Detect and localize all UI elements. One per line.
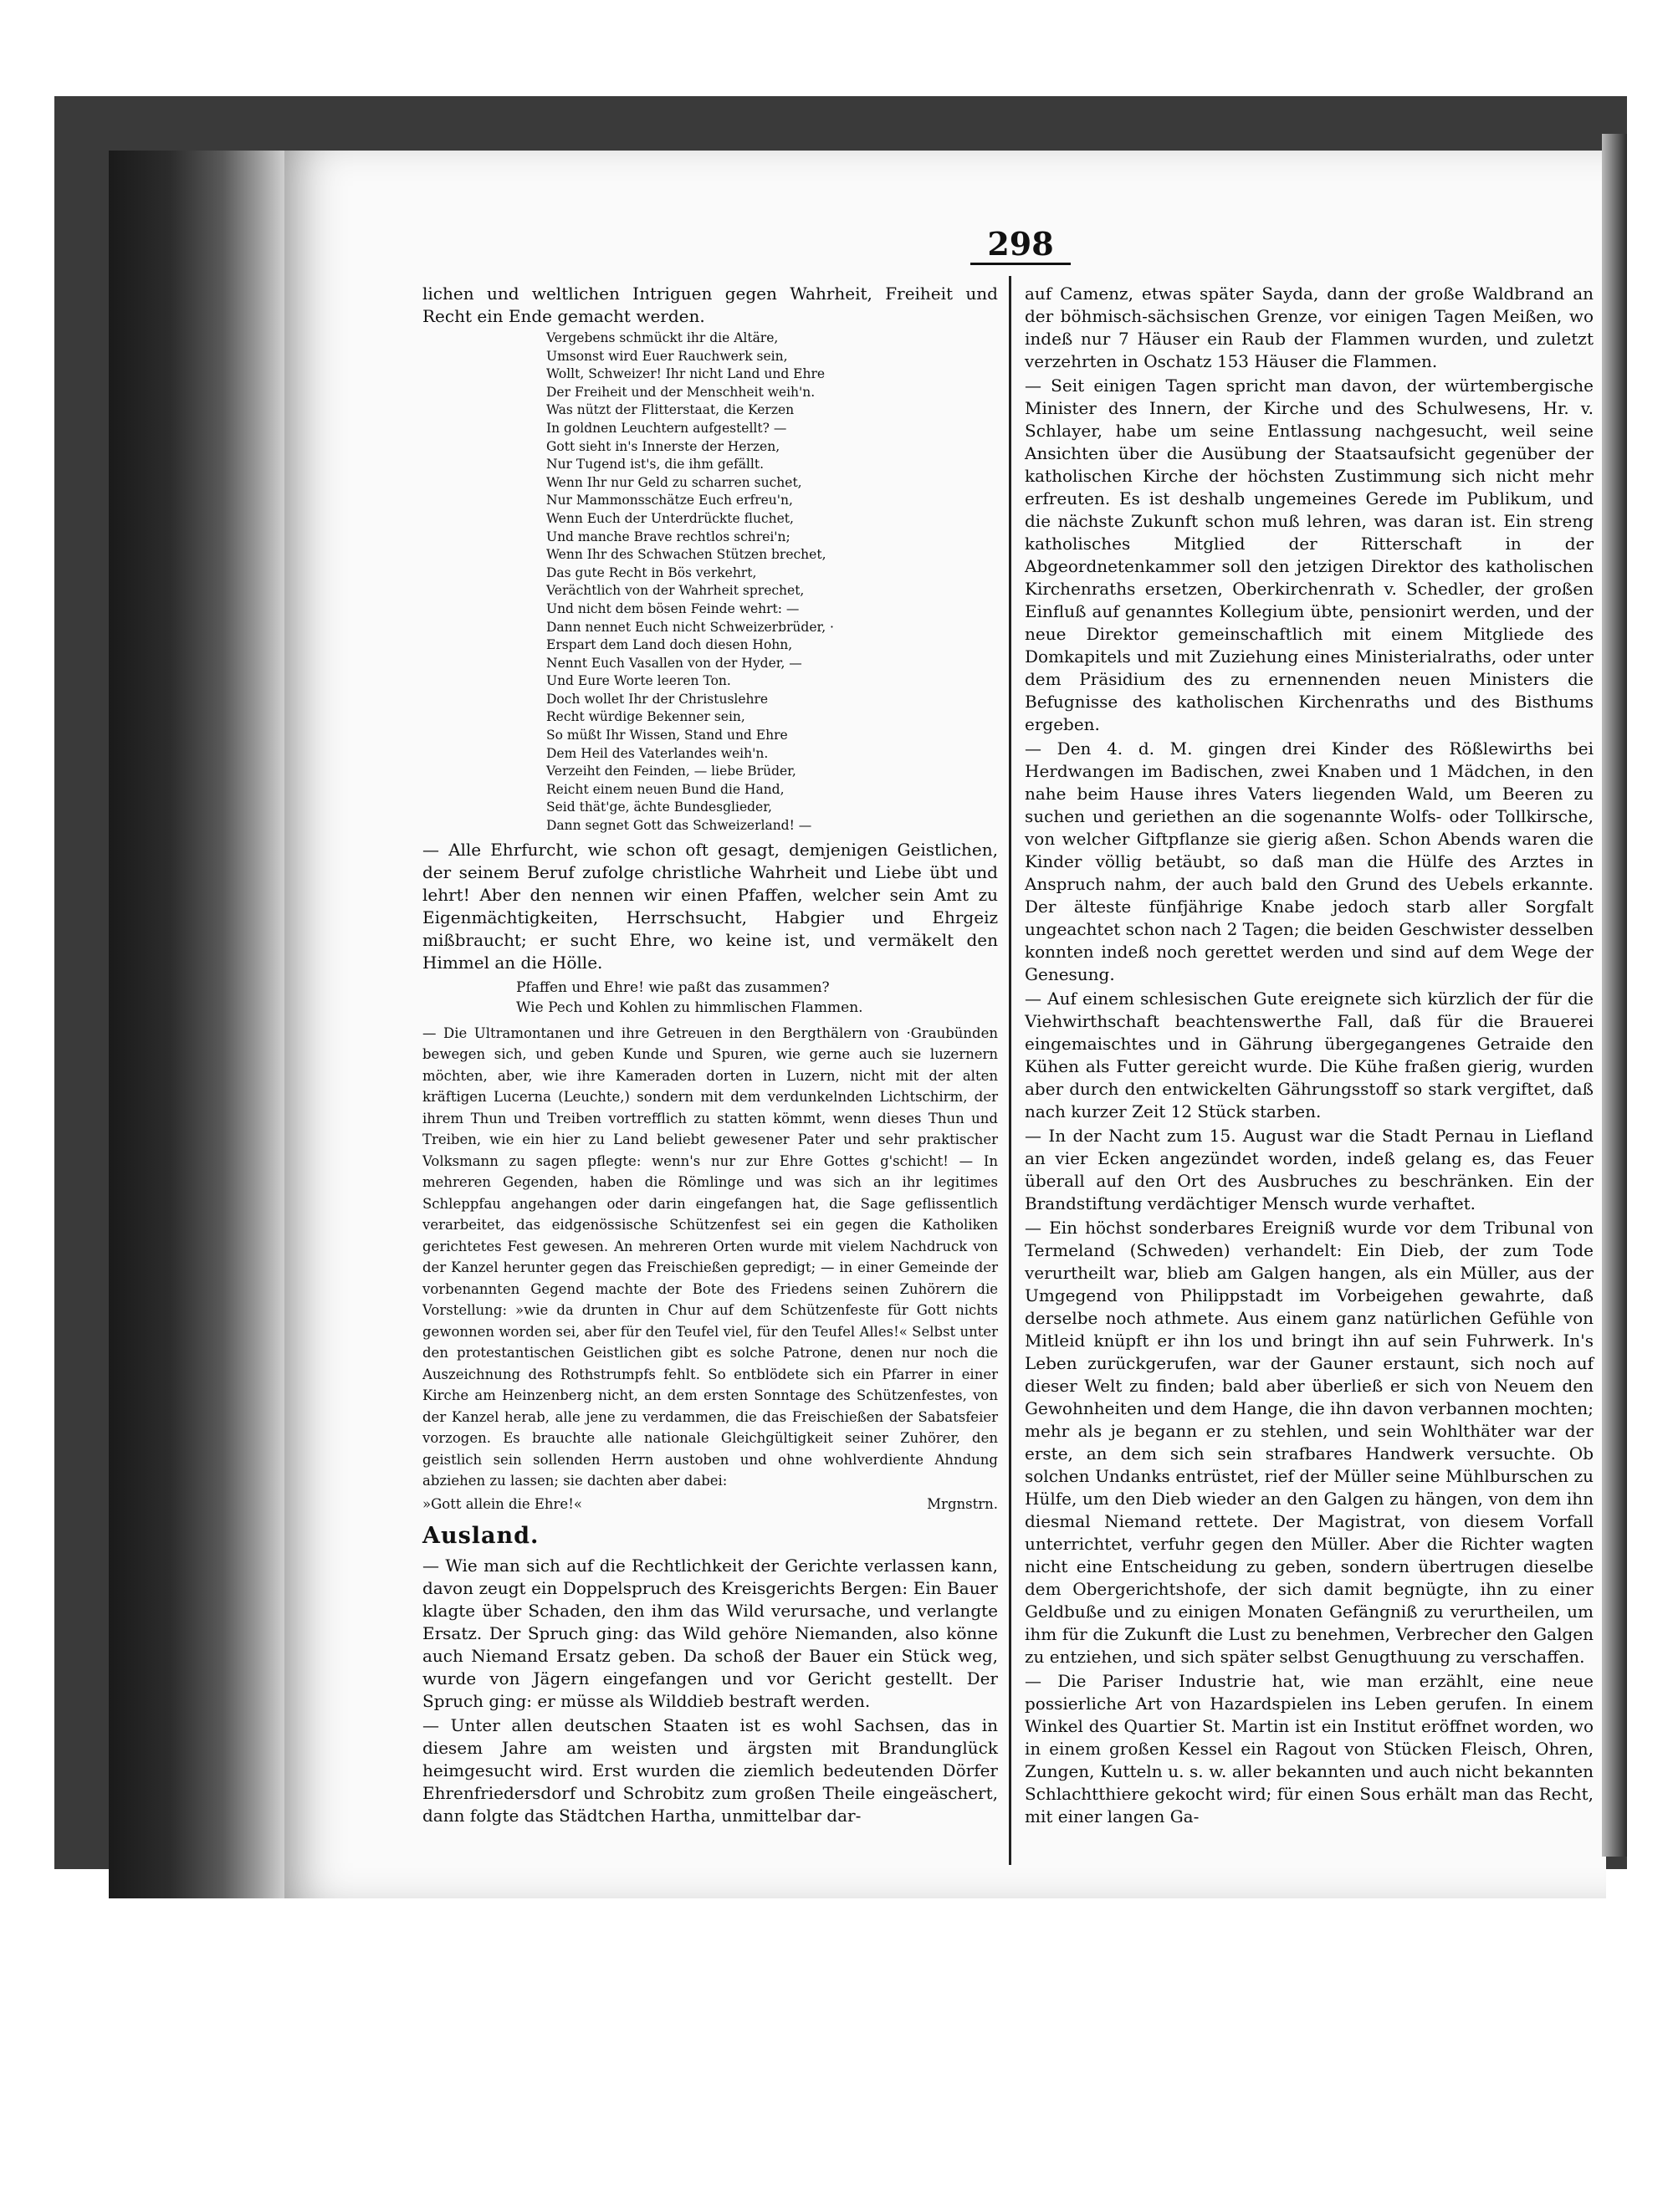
poem-line: So müßt Ihr Wissen, Stand und Ehre	[546, 728, 788, 743]
article-ultramontanen: — Die Ultramontanen und ihre Getreuen in den Bergthälern von ·Graubünden bewegen sich, und geben Kunde und Spuren, wie gerne auch sie luzernern möchten, aber, wie ihre Kameraden dorten in Luzern, nicht mit der alten kräftigen Lucerna (Leuchte,) sondern mit dem verdunkelnden Lichtschirm, der ihrem Thun und Treiben vortrefflich zu statten kömmt, wenn dieses Thun und Treiben, wie ein hier zu Land beliebt gewesener Pater und sehr praktischer Volksmann zu sagen pflegte: wenn's nur zur Ehre Gottes g'schicht! — In mehreren Gegenden, haben die Römlinge und was sich an ihr legitimes Schleppfau angehangen oder darin eingefangen hat, die Sage geflissentlich verarbeitet, das eidgenössische Schützenfest sei ein gegen die Katholiken gerichtetes Fest gewesen. An mehreren Orten wurde mit vielem Nachdruck von der Kanzel herunter gegen das Freischießen gepredigt; — in einer Gemeinde der vorbenannten Gegend machte der Bote des Friedens seinen Zuhörern die Vorstellung: »wie da drunten in Chur auf dem Schützenfeste für Gott nichts gewonnen worden sei, aber für den Teufel viel, für den Teufel Alles!« Selbst unter den protestantischen Geistlichen gibt es solche Patrone, denen nur noch die Auszeichnung des Rothstrumpfs fehlt. So entblödete sich ein Pfarrer in einer Kirche am Heinzenberg nicht, an dem ersten Sonntage des Schützenfestes, von der Kanzel herab, alle jene zu verdammen, die das Freischießen der Sabatsfeier vorzogen. Es brauchte alle nationale Gleichgültigkeit seiner Zuhörer, den geistlich sein sollenden Herrn austoben und ohne wohlverdiente Ahndung abziehen zu lassen; sie dachten aber dabei:	[422, 1024, 998, 1489]
poem-line: Nur Mammonsschätze Euch erfreu'n,	[546, 493, 793, 508]
intro-paragraph: lichen und weltlichen Intriguen gegen Wahrheit, Freiheit und Recht ein Ende gemacht werden.	[422, 284, 998, 326]
poem	[546, 330, 998, 835]
book-binding-shadow	[109, 151, 284, 1898]
closing-quote: »Gott allein die Ehre!«	[422, 1495, 582, 1512]
column-divider	[1009, 276, 1011, 1865]
poem-line: Und manche Brave rechtlos schrei'n;	[546, 529, 790, 544]
article-ehrfurcht: — Alle Ehrfurcht, wie schon oft gesagt, demjenigen Geistlichen, der seinem Beruf zufolge christliche Wahrheit und Liebe übt und lehrt! Aber den nennen wir einen Pfaffen, welcher sein Amt zu Eigenmächtigkeiten, Herrschsucht, Habgier und Ehrgeiz mißbraucht; er sucht Ehre, wo keine ist, und vermäkelt den Himmel an die Hölle.	[422, 839, 998, 973]
author-signature: Mrgnstrn.	[927, 1495, 998, 1512]
article-bergen: — Wie man sich auf die Rechtlichkeit der Gerichte verlassen kann, davon zeugt ein Doppelspruch des Kreisgerichts Bergen: Ein Bauer klagte über Schaden, den ihm das Wild verursache, und verlangte Ersatz. Der Spruch ging: das Wild gehöre Niemanden, also könne auch Niemand Ersatz geben. Da schoß der Bauer ein Stück weg, wurde von Jägern eingefangen und vor Gericht gestellt. Der Spruch ging: er müsse als Wilddieb bestraft werden.	[422, 1556, 998, 1712]
poem-line: Doch wollet Ihr der Christuslehre	[546, 691, 769, 707]
article-termeland: — Ein höchst sonderbares Ereigniß wurde vor dem Tribunal von Termeland (Schweden) verhandelt: Ein Dieb, der zum Tode verurtheilt war, blieb am Galgen hangen, als ein Müller, aus der Umgegend von Philippstadt im Vorbeigehen gewahrte, daß derselbe noch athmete. Aus einem ganz natürlichen Gefühle von Mitleid knüpft er ihn los und bringt ihn auf sein Fuhrwerk. In's Leben zurückgerufen, war der Gauner erstaunt, sich noch auf dieser Welt zu finden; bald aber überließ er sich von Neuem den Gewohnheiten und dem Hange, die ihn davon verbannen mochten; mehr als je begann er zu stehlen, und sein Wohlthäter war der erste, an dem sich sein strafbares Handwerk versuchte. Ob solchen Undanks entrüstet, rief der Müller seine Mühlburschen zu Hülfe, um den Dieb wieder an den Galgen zu hängen, von dem ihn diesmal Niemand rettete. Der Magistrat, von diesem Vorfall unterrichtet, verfuhr gegen den Müller. Aber die Richter wagten nicht eine Entscheidung zu geben, sondern übertrugen dieselbe dem Obergerichtshofe, der sich damit begnügte, ihn zu einer Geldbuße und zu einigen Monaten Gefängniß zu verurtheilen, um ihm für die Zukunft die Lust zu benehmen, Verbrecher den Galgen zu entziehen, und sich später selbst Genugthuung zu verschaffen.	[1025, 1218, 1594, 1667]
poem-line: In goldnen Leuchtern aufgestellt? —	[546, 420, 787, 436]
poem-line: Nur Tugend ist's, die ihm gefällt.	[546, 457, 765, 473]
left-column	[422, 283, 998, 1829]
couplet-line: Pfaffen und Ehre! wie paßt das zusammen?	[516, 978, 830, 996]
poem-line: Wenn Ihr des Schwachen Stützen brechet,	[546, 547, 826, 563]
section-heading-ausland: Ausland.	[422, 1523, 540, 1550]
poem-line: Das gute Recht in Bös verkehrt,	[546, 564, 757, 580]
poem-line: Was nützt der Flitterstaat, die Kerzen	[546, 402, 795, 418]
poem-line: Seid thät'ge, ächte Bundesglieder,	[546, 799, 772, 815]
poem-line: Und nicht dem bösen Feinde wehrt: —	[546, 600, 800, 616]
article-schlesien: — Auf einem schlesischen Gute ereignete sich kürzlich der für die Viehwirthschaft beachtenswerthe Fall, daß für die Brauerei eingemaischtes und in Gährung übergegangenes Getraide den Kühen als Futter gereicht wurde. Die Kühe fraßen gierig, wurden aber durch den entwickelten Gährungsstoff so stark vergiftet, daß nach kurzer Zeit 12 Stück starben.	[1025, 989, 1594, 1121]
poem-line: Dann segnet Gott das Schweizerland! —	[546, 818, 812, 834]
article-closing	[422, 1494, 998, 1515]
page-number: 298	[970, 226, 1071, 265]
poem-line: Wollt, Schweizer! Ihr nicht Land und Ehre	[546, 366, 826, 382]
poem-line: Der Freiheit und der Menschheit weih'n.	[546, 384, 816, 400]
article-camenz: auf Camenz, etwas später Sayda, dann der große Waldbrand an der böhmisch-sächsischen Grenze, vor einigen Tagen Meißen, wo indeß nur 7 Häuser ein Raub der Flammen wurden, und zuletzt verzehrten in Oschatz 153 Häuser die Flammen.	[1025, 284, 1594, 371]
page-edge-shadow	[1602, 134, 1627, 1857]
poem-line: Dem Heil des Vaterlandes weih'n.	[546, 745, 769, 761]
poem-line: Umsonst wird Euer Rauchwerk sein,	[546, 348, 788, 364]
article-schlayer: — Seit einigen Tagen spricht man davon, der würtembergische Minister des Innern, der Kirche und des Schulwesens, Hr. v. Schlayer, habe um seine Entlassung nachgesucht, weil seine Ansichten über die Ausübung der Staatsaufsicht gegenüber der katholischen Kirche der höchsten Zustimmung sich nicht mehr erfreuten. Es ist deshalb ungemeines Gerede im Publikum, und die nächste Zukunft schon muß lehren, was daran ist. Ein streng katholisches Mitglied der Ritterschaft in der Abgeordnetenkammer soll den jetzigen Direktor des katholischen Kirchenraths ersetzen, Oberkirchenrath v. Schedler, der großen Einfluß auf genanntes Kollegium übte, pensionirt werden, und der neue Direktor gemeinschaftlich mit einem Mitgliede des Domkapitels und mit Zuziehung eines Ministerialraths, oder unter dem Präsidium des zu ernennenden neuen Ministers die Befugnisse des katholischen Kirchenraths und des Bisthums ergeben.	[1025, 375, 1594, 734]
poem-line: Nennt Euch Vasallen von der Hyder, —	[546, 655, 802, 671]
poem-line: Verzeiht den Feinden, — liebe Brüder,	[546, 764, 796, 779]
poem-line: Wenn Euch der Unterdrückte fluchet,	[546, 510, 794, 526]
article-sachsen: — Unter allen deutschen Staaten ist es wohl Sachsen, das in diesem Jahre am weisten und ärgsten mit Brandunglück heimgesucht wird. Erst wurden die ziemlich bedeutenden Dörfer Ehrenfriedersdorf und Schrobitz zum großen Theile eingeäschert, dann folgte das Städtchen Hartha, unmittelbar dar-	[422, 1715, 998, 1826]
couplet	[516, 978, 998, 1018]
article-roesslewirth: — Den 4. d. M. gingen drei Kinder des Rößlewirths bei Herdwangen im Badischen, zwei Knaben und 1 Mädchen, in den nahe beim Hause ihres Vaters liegenden Wald, um Beeren zu suchen und geriethen an die sogenannte Wolfs- oder Tollkirsche, von welcher Giftpflanze sie gierig aßen. Schon Abends waren die Kinder völlig betäubt, so daß man die Hülfe des Arztes in Anspruch nahm, der auch bald den Grund des Uebels erkannte. Der älteste fünfjährige Knabe jedoch starb aller Sorgfalt ungeachtet schon nach 2 Tagen; die beiden Geschwister desselben konnten indeß noch gerettet werden und sind auf dem Wege der Genesung.	[1025, 738, 1594, 984]
article-paris: — Die Pariser Industrie hat, wie man erzählt, eine neue possierliche Art von Hazardspielen ins Leben gerufen. In einem Winkel des Quartier St. Martin ist ein Institut eröffnet worden, wo in einem großen Kessel ein Ragout von Stücken Fleisch, Ohren, Zungen, Kutteln u. s. w. aller bekannten und auch nicht bekannten Schlachtthiere gekocht wird; für einen Sous erhält man das Recht, mit einer langen Ga-	[1025, 1671, 1594, 1826]
couplet-line: Wie Pech und Kohlen zu himmlischen Flammen.	[516, 999, 863, 1016]
right-column	[1025, 283, 1594, 1830]
poem-line: Gott sieht in's Innerste der Herzen,	[546, 438, 780, 454]
article-pernau: — In der Nacht zum 15. August war die Stadt Pernau in Liefland an vier Ecken angezündet worden, indeß gelang es, das Feuer überall auf den Ort des Ausbruches zu beschränken. Ein der Brandstiftung verdächtiger Mensch wurde verhaftet.	[1025, 1126, 1594, 1213]
poem-line: Reicht einem neuen Bund die Hand,	[546, 781, 785, 797]
poem-line: Und Eure Worte leeren Ton.	[546, 673, 731, 689]
poem-line: Erspart dem Land doch diesen Hohn,	[546, 637, 793, 653]
poem-line: Verächtlich von der Wahrheit sprechet,	[546, 583, 805, 599]
poem-line: Wenn Ihr nur Geld zu scharren suchet,	[546, 474, 802, 490]
poem-line: Vergebens schmückt ihr die Altäre,	[546, 330, 779, 345]
poem-line: Recht würdige Bekenner sein,	[546, 709, 745, 725]
poem-line: Dann nennet Euch nicht Schweizerbrüder, ·	[546, 619, 834, 635]
